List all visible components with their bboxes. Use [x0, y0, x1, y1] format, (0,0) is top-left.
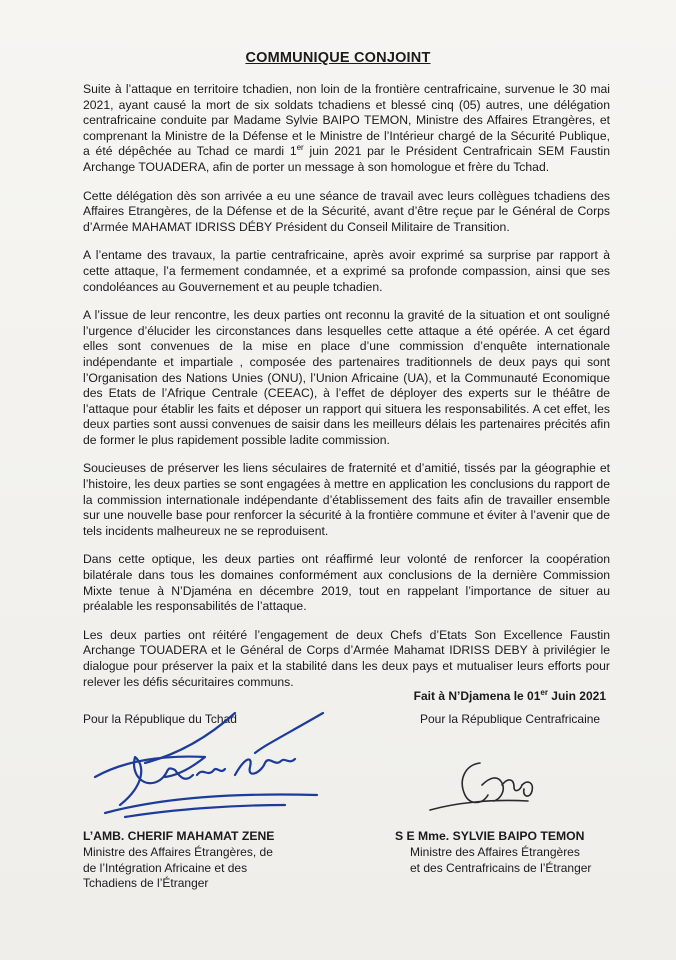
pour-republique-centrafricaine: Pour la République Centrafricaine	[420, 712, 601, 726]
paragraph-4: A l’issue de leur rencontre, les deux parties ont reconnu la gravité de la situation et ont souligné l’urgence d’élucider les circonstances dans lesquelles cette attaque a été opérée. A cet égard elles sont convenues de la mise en place d’une commission d’enquête internationale indépendante et impartiale , composée des partenaires traditionnels de deux pays qui sont l’Organisation des Nations Unies (ONU), l’Union Africaine (UA), et la Communauté Economique des Etats de l’Afrique Centrale (CEEAC), à l’effet de déployer des experts sur le théâtre de l’attaque pour établir les faits et déposer un rapport qui situera les responsabilités. A cet effet, les deux parties sont aussi convenues de saisir dans les meilleurs délais les partenaires précités afin de former le plus rapidement possible ladite commission.	[83, 308, 610, 447]
car-minister-signature	[410, 755, 560, 830]
paragraph-1-text-end: juin 2021 par le Président Centrafricain SEM Faustin Archange TOUADERA, afin de porter un message à son homologue et frère du Tchad.	[83, 144, 610, 174]
place-date-superscript: er	[540, 688, 548, 697]
car-minister-name: S E Mme. SYLVIE BAIPO TEMON	[395, 829, 585, 843]
chad-minister-name: L’AMB. CHERIF MAHAMAT ZENE	[83, 829, 275, 843]
car-role-line-1: Ministre des Affaires Étrangères	[410, 845, 580, 859]
paragraph-3: A l’entame des travaux, la partie centrafricaine, après avoir exprimé sa surprise par rapport à cette attaque, l’a fermement condamnée, et a exprimé sa profonde compassion, ainsi que ses condoléances au Gouvernement et au peuple tchadien.	[83, 248, 610, 294]
place-date-text: Fait à N’Djamena le 01	[413, 689, 541, 703]
paragraph-5: Soucieuses de préserver les liens séculaires de fraternité et d’amitié, tissés par la géographie et l’histoire, les deux parties se sont engagées à mettre en application les conclusions du rapport de la commission internationale indépendante d’établissement des faits afin de travailler ensemble sur une nouvelle base pour renforcer la sécurité à la frontière commune et éviter à l’avenir que de tels incidents malheureux ne se reproduisent.	[83, 461, 610, 538]
paragraph-1	[83, 82, 610, 176]
car-minister-role	[410, 845, 610, 876]
paragraph-1-text: Suite à l’attaque en territoire tchadien, non loin de la frontière centrafricaine, survenue le 30 mai 2021, ayant causé la mort de six soldats tchadiens et blessé cinq (05) autres, une délégation centrafricaine conduite par Madame Sylvie BAIPO TEMON, Ministre des Affaires Etrangères, et comprenant la Ministre de la Défense et le Ministre de l’Intérieur chargé de la Sécurité Publique, a été dépêchée au Tchad ce mardi 1	[83, 82, 610, 159]
place-date-text-end: Juin 2021	[547, 689, 606, 703]
chad-role-line-1: Ministre des Affaires Étrangères, de	[83, 845, 273, 859]
chad-role-line-2: de l’Intégration Africaine et des	[83, 860, 248, 875]
chad-minister-role	[83, 845, 303, 892]
document-title: COMMUNIQUE CONJOINT	[245, 50, 431, 66]
document-body	[83, 82, 610, 703]
paragraph-6: Dans cette optique, les deux parties ont réaffirmé leur volonté de renforcer la coopération bilatérale dans tous les domaines conformément aux conclusions de la dernière Commission Mixte tenue à N’Djaména en décembre 2019, tout en rappelant l’importance de situer au préalable les responsabilités de l’attaque.	[83, 552, 610, 614]
paragraph-7: Les deux parties ont réitéré l’engagement de deux Chefs d’Etats Son Excellence Faustin Archange TOUADERA et le Général de Corps d’Armée Mahamat IDRISS DEBY à privilégier le dialogue pour préserver la paix et la stabilité dans les deux pays et mutualiser leurs efforts pour relever les défis sécuritaires communs.	[83, 627, 610, 689]
pour-republique-tchad: Pour la République du Tchad	[83, 712, 237, 726]
place-and-date	[414, 688, 606, 703]
paragraph-2: Cette délégation dès son arrivée a eu une séance de travail avec leurs collègues tchadiens des Affaires Etrangères, de la Défense et de la Sécurité, avant d’être reçue par le Général de Corps d’Armée MAHAMAT IDRISS DÉBY Président du Conseil Militaire de Transition.	[83, 188, 610, 234]
chad-minister-signature	[85, 705, 335, 825]
car-role-line-2: et des Centrafricains de l’Étranger	[410, 860, 592, 875]
paragraph-1-superscript: er	[296, 143, 304, 153]
chad-role-line-3: Tchadiens de l’Étranger	[83, 876, 209, 890]
